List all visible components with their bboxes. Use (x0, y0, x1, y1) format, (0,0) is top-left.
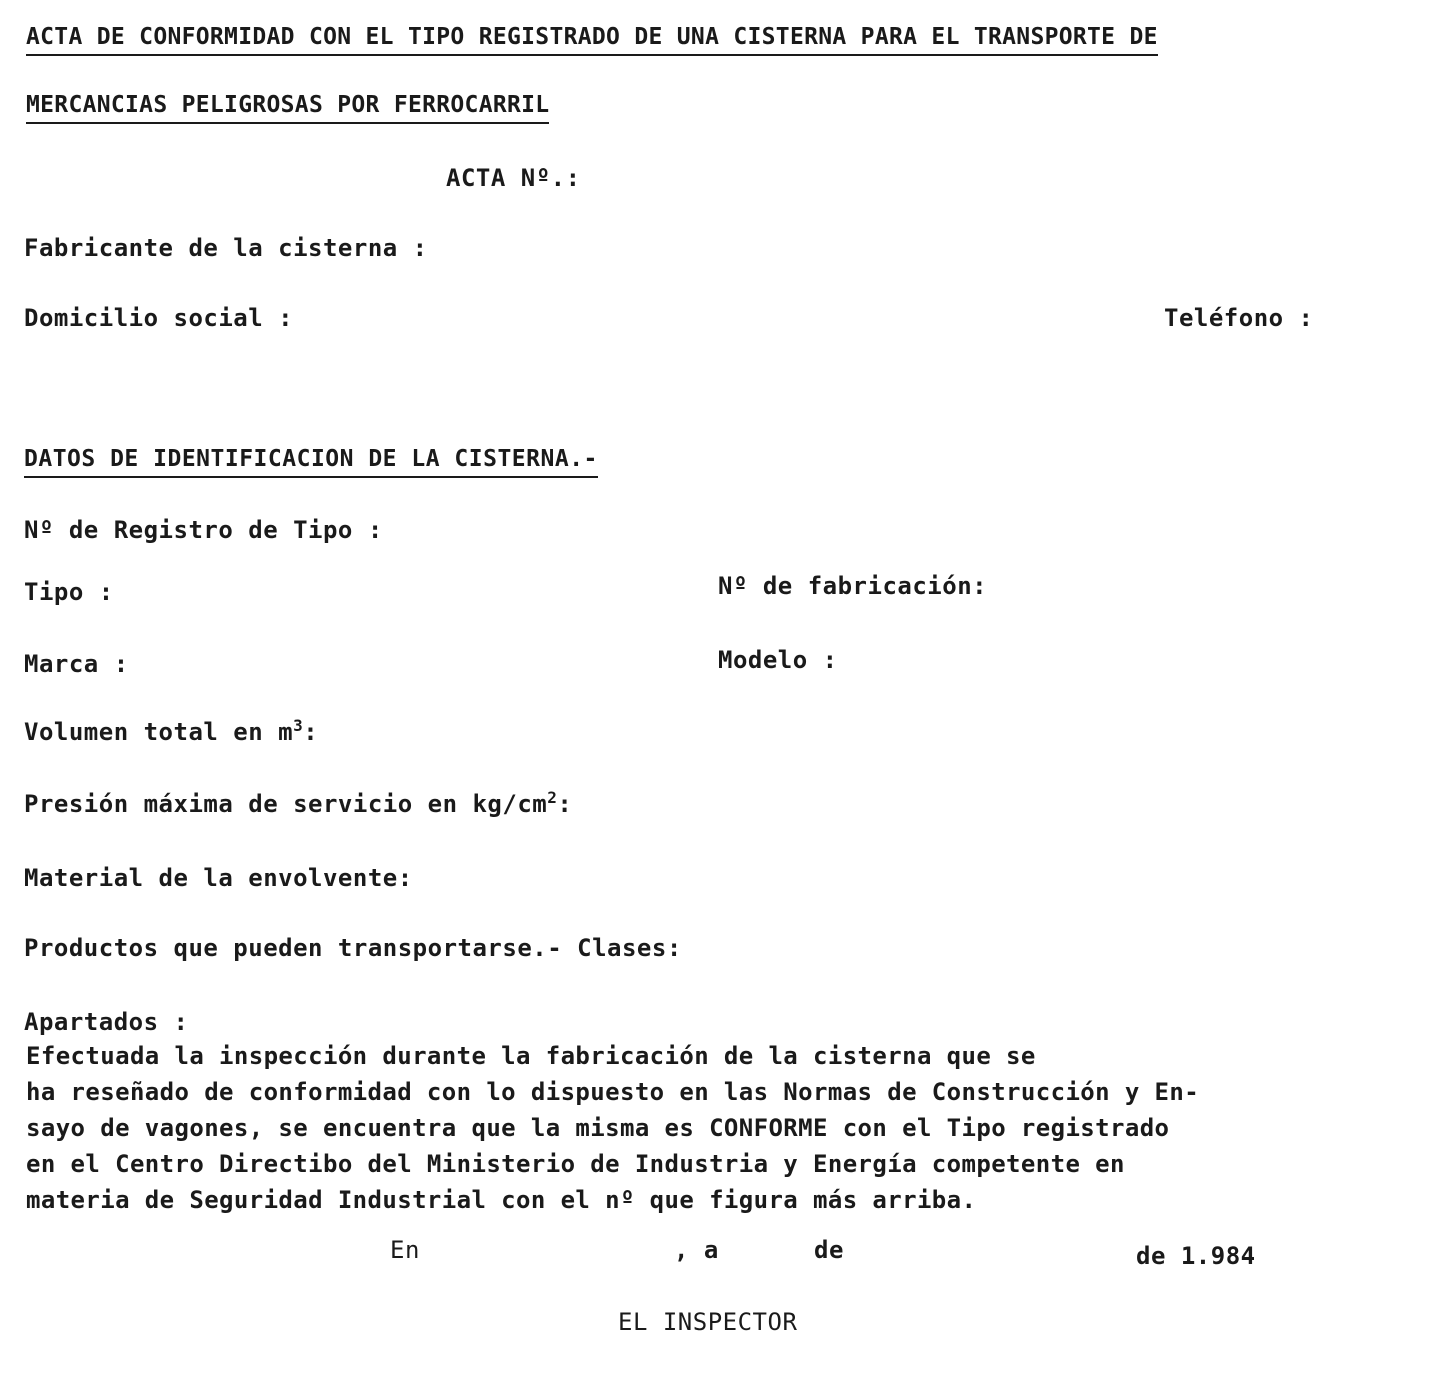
products-label: Productos que pueden transportarse.- Clases: (24, 934, 682, 962)
place-en: En (390, 1236, 420, 1264)
inspector-signature-label: EL INSPECTOR (618, 1308, 798, 1336)
title-line-1: ACTA DE CONFORMIDAD CON EL TIPO REGISTRADO DE UNA CISTERNA PARA EL TRANSPORTE DE (26, 24, 1158, 56)
volume-label (24, 718, 318, 746)
acta-number-label: ACTA Nº.: (446, 164, 581, 192)
phone-label: Teléfono : (1164, 304, 1314, 332)
volume-colon: : (303, 718, 319, 746)
conformity-paragraph: Efectuada la inspección durante la fabricación de la cisterna que se ha reseñado de conformidad con lo dispuesto en las Normas de Construcción y En- sayo de vagones, se encuentra que la misma es CONFORME con el Tipo registrado en el Centro Directibo del Ministerio de Industria y Energía competente en materia de Seguridad Industrial con el nº que figura más arriba. (26, 1042, 1200, 1214)
material-label: Material de la envolvente: (24, 864, 413, 892)
pressure-text: Presión máxima de servicio en kg/cm (24, 790, 548, 818)
pressure-colon: : (557, 790, 573, 818)
model-label: Modelo : (718, 646, 838, 674)
place-a: , a (674, 1236, 719, 1264)
place-de: de (814, 1236, 844, 1264)
volume-exponent: 3 (293, 716, 304, 735)
section-heading: DATOS DE IDENTIFICACION DE LA CISTERNA.- (24, 446, 598, 478)
serial-number-label: Nº de fabricación: (718, 572, 988, 600)
brand-label: Marca : (24, 650, 129, 678)
type-label: Tipo : (24, 578, 114, 606)
pressure-label (24, 790, 572, 818)
pressure-exponent: 2 (547, 788, 558, 807)
sections-label: Apartados : (24, 1008, 189, 1036)
type-registry-label: Nº de Registro de Tipo : (24, 516, 383, 544)
manufacturer-label: Fabricante de la cisterna : (24, 234, 428, 262)
title-line-2: MERCANCIAS PELIGROSAS POR FERROCARRIL (26, 92, 549, 124)
place-year: de 1.984 (1136, 1242, 1256, 1270)
volume-text: Volumen total en m (24, 718, 294, 746)
address-label: Domicilio social : (24, 304, 294, 332)
